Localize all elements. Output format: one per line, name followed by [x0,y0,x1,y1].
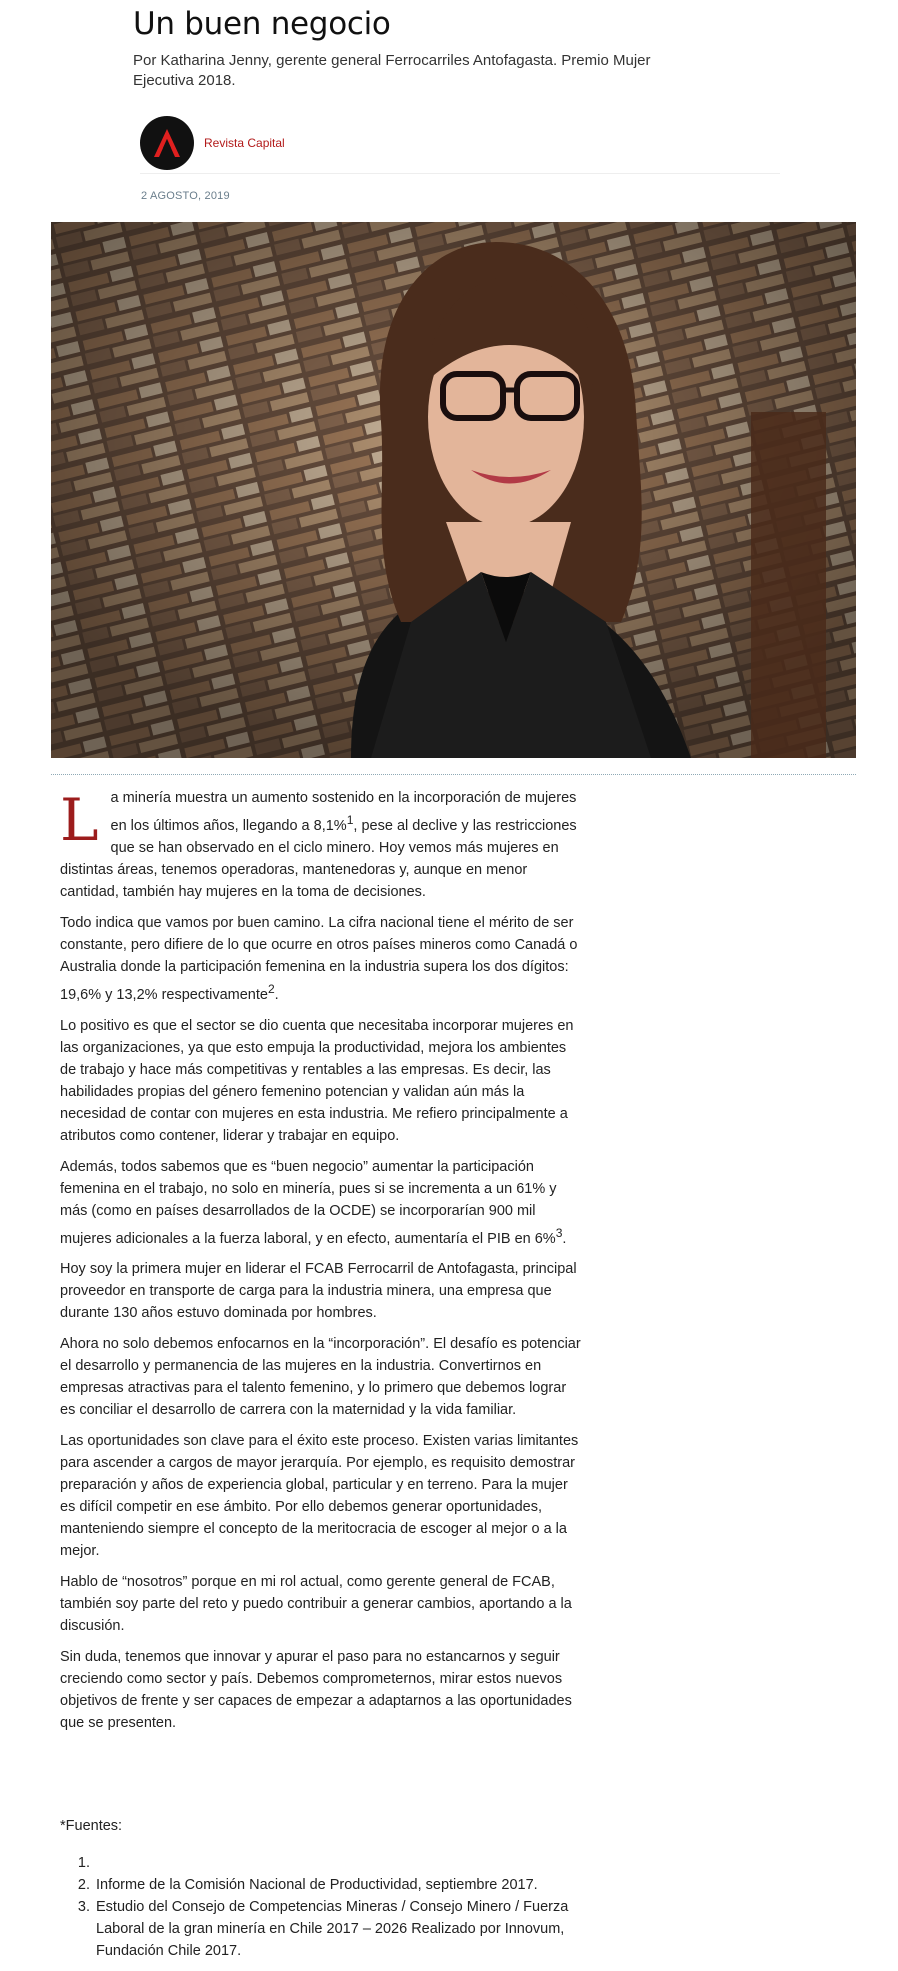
article-paragraph-1 [60,787,585,903]
paragraph-text: Todo indica que vamos por buen camino. La cifra nacional tiene el mérito de ser constante, pero difiere de lo que ocurre en otros países mineros como Canadá o Australia donde la participación femenina en la industria supera los dos dígitos: 19,6% y 13,2% respectivamente [60,914,578,1003]
source-item: 2. Informe de la Comisión Nacional de Productividad, septiembre 2017. [94,1874,600,1896]
article-header [133,0,693,91]
logo-a-icon [149,125,185,161]
paragraph-text: . [562,1230,567,1247]
article-paragraph-3: Lo positivo es que el sector se dio cuenta que necesitaba incorporar mujeres en las organizaciones, ya que esto empuja la productividad, mejora los ambientes de trabajo y hace más competitivas y rentables a las empresas. Es decir, las habilidades propias del género femenino potencian y validan aún más la necesidad de contar con mujeres en esta industria. Me refiero principalmente a atributos como contener, liderar y trabajar en equipo. [60,1017,574,1144]
paragraph-text: a minería muestra un aumento sostenido en la incorporación de mujeres en los últimos años, llegando a 8,1% [110,790,577,834]
sources-section [60,1815,600,1962]
paragraph-text: Además, todos sabemos que es “buen negocio” aumentar la participación femenina en el trabajo, no solo en minería, pues si se incrementa a un 61% y más (como en países desarrollados de la OCDE) se incorporarían 900 mil mujeres adicionales a la fuerza laboral, y en efecto, aumentaría el PIB en 6% [60,1158,557,1247]
author-link[interactable]: Revista Capital [204,136,285,150]
article-subtitle: Por Katharina Jenny, gerente general Ferrocarriles Antofagasta. Premio Mujer Ejecutiva 2018. [133,52,651,89]
article-paragraph-9: Sin duda, tenemos que innovar y apurar el paso para no estancarnos y seguir creciendo como sector y país. Debemos comprometernos, mirar estos nuevos objetivos de frente y ser capaces de empezar a adaptarnos a las oportunidades que se presenten. [60,1649,572,1732]
portrait-photo-svg [51,222,856,758]
article-paragraph-4 [60,1156,585,1250]
footnote-ref: 1 [346,813,354,827]
article-body [60,787,585,1743]
footnote-ref: 3 [555,1225,563,1240]
portrait-photo [51,222,856,758]
article-paragraph-7: Las oportunidades son clave para el éxito este proceso. Existen varias limitantes para ascender a cargos de mayor jerarquía. Por ejemplo, es requisito demostrar preparación y años de experiencia global, particular y en terreno. Para la mujer es difícil competir en ese ámbito. Por ello debemos generar oportunidades, manteniendo siempre el concepto de la meritocracia de escoger al mejor o a la mejor. [60,1433,579,1560]
paragraph-text: , pese al declive y las restricciones que se han observado en el ciclo minero. Hoy vemos más mujeres en distintas áreas, tenemos operadoras, mantenedoras y, aunque en menor cantidad, también hay mujeres en la toma de decisiones. [60,817,577,900]
source-item [94,1852,600,1874]
paragraph-text: . [274,986,279,1003]
article-title: Un buen negocio [133,6,391,42]
author-box [140,113,780,174]
sources-label: *Fuentes: [60,1818,123,1834]
article-paragraph-5: Hoy soy la primera mujer en liderar el FCAB Ferrocarril de Antofagasta, principal proveedor en transporte de carga para la industria minera, una empresa que durante 130 años estuvo dominada por hombres. [60,1261,577,1322]
revista-capital-logo-icon[interactable] [140,116,194,170]
sources-list [60,1852,600,1962]
source-item: 3. Estudio del Consejo de Competencias Mineras / Consejo Minero / Fuerza Laboral de la gran minería en Chile 2017 – 2026 Realizado por Innovum, Fundación Chile 2017. [94,1896,600,1962]
article-divider [51,774,856,775]
footnote-ref: 2 [267,981,275,996]
article-paragraph-2 [60,912,585,1006]
article-paragraph-8: Hablo de “nosotros” porque en mi rol actual, como gerente general de FCAB, también soy parte del reto y puedo contribuir a generar cambios, aportando a la discusión. [60,1574,572,1635]
dropcap: L [60,786,99,854]
article-paragraph-6: Ahora no solo debemos enfocarnos en la “incorporación”. El desafío es potenciar el desarrollo y permanencia de las mujeres en la industria. Convertirnos en empresas atractivas para el talento femenino, y lo primero que debemos lograr es conciliar el desarrollo de carrera con la maternidad y la vida familiar. [60,1336,581,1419]
publish-date: 2 AGOSTO, 2019 [141,190,230,202]
